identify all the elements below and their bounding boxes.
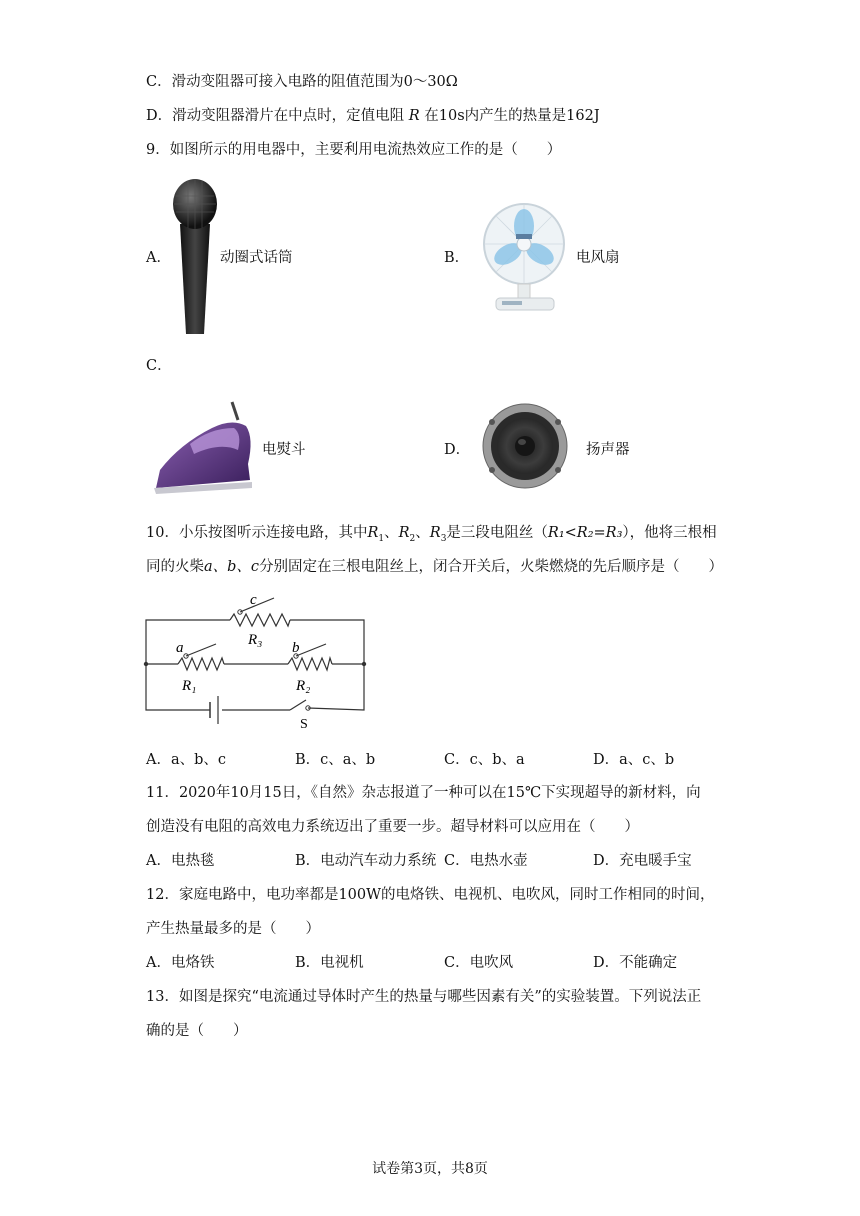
q9-option-a-label: 动圈式话筒 [220,250,293,266]
label-b: b [292,640,300,656]
microphone-image [168,176,222,336]
q11-option-b: B．电动汽车动力系统 [295,853,437,869]
label-a: a [176,640,184,656]
q9-option-c-letter: C． [146,358,172,374]
q10-stem-line2: 同的火柴a、b、c分别固定在三根电阻丝上，闭合开关后，火柴燃烧的先后顺序是（ ） [146,559,724,575]
q10-option-c: C．c、b、a [444,752,525,768]
q9-option-b-letter: B． [444,250,470,266]
label-r3: R₃ [248,632,263,648]
q9-option-c-label: 电熨斗 [262,442,306,458]
q10-option-b: B．c、a、b [295,752,376,768]
q12-option-d: D．不能确定 [593,955,678,971]
q11-stem-line1: 11．2020年10月15日，《自然》杂志报道了一种可以在15℃下实现超导的新材料，向 [146,785,701,801]
label-r2: R₂ [296,678,311,694]
q13-stem-line2: 确的是（ ） [146,1023,248,1039]
q11-option-c: C．电热水壶 [444,853,528,869]
q12-stem-line1: 12．家庭电路中，电功率都是100W的电烙铁、电视机、电吹风，同时工作相同的时间， [146,887,715,903]
q9-option-a-letter: A． [146,250,171,266]
q9-option-b-label: 电风扇 [576,250,620,266]
q11-option-d: D．充电暖手宝 [593,853,692,869]
q10-option-d: D．a、c、b [593,752,675,768]
q11-stem-line2: 创造没有电阻的高效电力系统迈出了重要一步。超导材料可以应用在（ ） [146,819,639,835]
page-footer: 试卷第3页，共8页 [372,1161,488,1177]
q13-stem-line1: 13．如图是探究“电流通过导体时产生的热量与哪些因素有关”的实验装置。下列说法正 [146,989,702,1005]
speaker-image [478,402,572,490]
q12-option-b: B．电视机 [295,955,364,971]
q9-option-d-letter: D． [444,442,471,458]
fan-image [478,202,570,314]
q12-stem-line2: 产生热量最多的是（ ） [146,921,320,937]
q12-option-c: C．电吹风 [444,955,514,971]
circuit-diagram [140,590,372,732]
q9-stem: 9．如图所示的用电器中，主要利用电流热效应工作的是（ ） [146,142,562,158]
label-c: c [250,592,257,608]
q10-option-a: A．a、b、c [146,752,227,768]
q11-option-a: A．电热毯 [146,853,215,869]
q9-option-d-label: 扬声器 [586,442,630,458]
q10-stem-line1: 10．小乐按图听示连接电路，其中$R_1$、$R_2$、$R_3$是三段电阻丝（R₁<R₂=R₃），他将三根相 [146,525,717,544]
q8-option-d: D．滑动变阻器滑片在中点时，定值电阻 R 在10s内产生的热量是162J [146,108,600,124]
label-s: S [300,717,308,732]
iron-image [150,398,260,494]
q8-option-c: C．滑动变阻器可接入电路的阻值范围为0～30Ω [146,74,458,90]
q12-option-a: A．电烙铁 [146,955,215,971]
label-r1: R₁ [182,678,197,694]
